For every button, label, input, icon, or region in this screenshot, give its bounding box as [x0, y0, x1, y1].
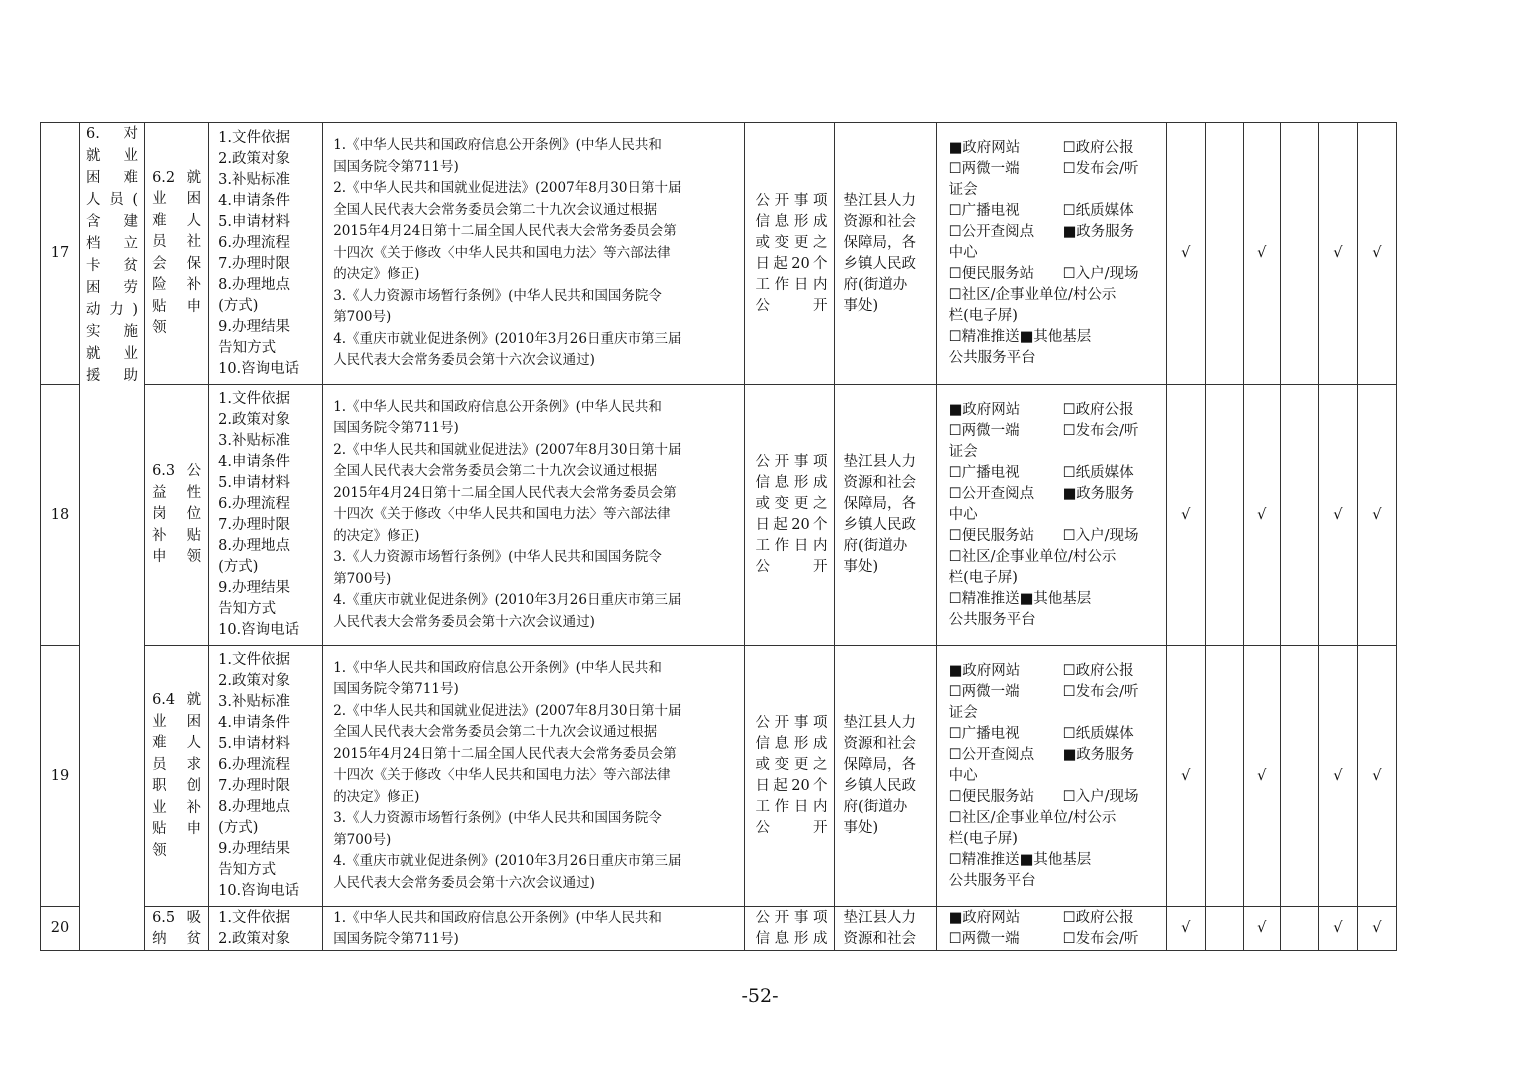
text-line: 资源和社会 — [843, 475, 917, 491]
text-line: 6.5吸 — [152, 909, 202, 926]
channel-option: ☐政府公报 — [1062, 401, 1134, 418]
text-line: 岗 位 — [152, 506, 202, 523]
text-line: 困 难 — [86, 170, 139, 186]
text-line: 9.办理结果 — [218, 318, 290, 335]
channel-option: 栏(电子屏) — [948, 569, 1018, 586]
text-line: 3.《人力资源市场暂行条例》(中华人民共和国国务院令 — [333, 287, 662, 304]
content-items-cell — [209, 385, 323, 646]
text-line: 人民代表大会常务委员会第十六次会议通过) — [333, 613, 595, 630]
text-line: 乡镇人民政 — [843, 778, 917, 794]
text-line: 10.咨询电话 — [218, 622, 300, 638]
channel-option: ☐两微一端 — [948, 422, 1020, 439]
channel-option: ☐社区/企事业单位/村公示 — [948, 287, 1117, 303]
check-mark: √ — [1166, 646, 1205, 907]
check-mark: √ — [1166, 907, 1205, 951]
text-line: 1.文件依据 — [218, 652, 290, 668]
check-mark: √ — [1318, 123, 1357, 385]
text-line: 贴 申 — [152, 298, 202, 315]
text-line: 10.咨询电话 — [218, 360, 300, 377]
text-line: 6.办理流程 — [218, 234, 290, 251]
text-line: 公开事项 — [755, 909, 828, 926]
check-mark — [1205, 123, 1243, 385]
content-items-cell — [209, 123, 323, 385]
text-line: 8.办理地点 — [218, 799, 290, 815]
text-line: 事处) — [843, 297, 879, 314]
text-line: 6.2 就 — [152, 169, 202, 186]
text-line: 援助 — [86, 368, 139, 384]
text-line: 全国人民代表大会常务委员会第二十九次会议通过根据 — [333, 201, 658, 218]
channel-option: ☐社区/企事业单位/村公示 — [948, 548, 1117, 565]
text-line: 公开 — [755, 559, 828, 575]
check-mark — [1280, 646, 1318, 907]
disclosure-table — [40, 122, 1397, 951]
check-mark — [1280, 123, 1318, 385]
text-line: 3.补贴标准 — [218, 694, 290, 710]
sub-item-cell — [145, 907, 209, 951]
subject-cell — [834, 646, 936, 907]
channel-option: 栏(电子屏) — [948, 308, 1018, 324]
text-line: 的决定》修正) — [333, 788, 420, 805]
table-row — [41, 385, 1397, 646]
text-line: 2.政策对象 — [218, 150, 290, 167]
channel-option: ■政务服务 — [1062, 224, 1135, 240]
sub-item-cell — [145, 123, 209, 385]
text-line: 公开 — [755, 297, 828, 314]
text-line: 10.咨询电话 — [218, 883, 300, 899]
text-line: (方式) — [218, 297, 259, 314]
text-line: 国国务院令第711号) — [333, 420, 459, 437]
channel-option: ☐政府公报 — [1062, 909, 1134, 926]
channel-option: ☐入户/现场 — [1062, 266, 1139, 282]
time-limit-cell — [745, 646, 834, 907]
text-line: 府(街道办 — [843, 799, 908, 815]
text-line: 十四次《关于修改〈中华人民共和国电力法〉等六部法律 — [333, 767, 671, 784]
channel-option: ■政府网站 — [948, 140, 1021, 156]
channel-option: ☐发布会/听 — [1062, 161, 1139, 177]
text-line: 职 创 — [152, 778, 202, 794]
text-line: 2.政策对象 — [218, 930, 290, 947]
text-line: 人民代表大会常务委员会第十六次会议通过) — [333, 352, 595, 369]
channel-option: ☐纸质媒体 — [1062, 464, 1134, 481]
text-line: 档 立 — [86, 236, 139, 252]
channel-option: 中心 — [948, 767, 978, 784]
channel-option — [1063, 327, 1160, 348]
channel-option — [1063, 243, 1160, 264]
channel-option: ☐入户/现场 — [1062, 527, 1139, 544]
content-items-cell — [209, 907, 323, 951]
text-line: 十四次《关于修改〈中华人民共和国电力法〉等六部法律 — [333, 244, 671, 261]
text-line: 7.办理时限 — [218, 255, 290, 272]
check-mark: √ — [1318, 385, 1357, 646]
legal-basis-cell — [323, 385, 745, 646]
text-line: 府(街道办 — [843, 538, 908, 554]
text-line: 或变更之 — [755, 234, 828, 251]
text-line: 国国务院令第711号) — [333, 681, 459, 698]
check-mark — [1280, 907, 1318, 951]
check-mark: √ — [1243, 123, 1280, 385]
channel-option — [1063, 808, 1160, 829]
text-line: 事处) — [843, 820, 879, 836]
channel-option — [1063, 180, 1160, 201]
content-items-cell — [209, 646, 323, 907]
text-line: 益 性 — [152, 484, 202, 501]
text-line: 3.补贴标准 — [218, 171, 290, 188]
text-line: 1.文件依据 — [218, 909, 290, 926]
text-line: 1.文件依据 — [218, 129, 290, 146]
channel-option: ☐便民服务站 — [948, 266, 1035, 282]
check-mark: √ — [1357, 907, 1396, 951]
legal-basis-cell — [323, 907, 745, 951]
text-line: 实 施 — [86, 324, 139, 340]
text-line: 的决定》修正) — [333, 266, 420, 283]
table-row — [41, 907, 1397, 951]
text-line: 工作日内 — [755, 799, 828, 815]
channel-option: ☐公开查阅点 — [948, 224, 1035, 240]
channel-option: ☐便民服务站 — [948, 527, 1035, 544]
text-line: 2.政策对象 — [218, 412, 290, 428]
channel-option: ☐政府公报 — [1062, 662, 1134, 679]
text-line: 2015年4月24日第十二届全国人民代表大会常务委员会第 — [333, 745, 677, 762]
text-line: 4.申请条件 — [218, 454, 290, 470]
channels-cell — [936, 385, 1166, 646]
channel-option: ☐发布会/听 — [1062, 422, 1139, 439]
channel-option: 中心 — [948, 506, 978, 523]
channel-option: 中心 — [948, 245, 978, 261]
text-line: 资源和社会 — [843, 930, 917, 947]
text-line: 业 补 — [152, 799, 202, 816]
text-line: 业 困 — [152, 713, 202, 730]
channel-option: 公共服务平台 — [948, 611, 1036, 628]
channel-option: ☐公开查阅点 — [948, 746, 1035, 763]
channel-option: ☐政府公报 — [1062, 140, 1134, 156]
text-line: 4.《重庆市就业促进条例》(2010年3月26日重庆市第三届 — [333, 330, 682, 347]
channel-option — [1063, 285, 1160, 306]
text-line: 6.3 公 — [152, 463, 202, 480]
channel-option: ☐纸质媒体 — [1062, 725, 1134, 742]
text-line: 8.办理地点 — [218, 538, 290, 554]
text-line: 4.《重庆市就业促进条例》(2010年3月26日重庆市第三届 — [333, 592, 682, 609]
sub-item-cell — [145, 646, 209, 907]
text-line: 告知方式 — [218, 862, 277, 878]
text-line: 公开事项 — [755, 715, 828, 731]
time-limit-cell — [745, 907, 834, 951]
text-line: 就 业 — [86, 346, 139, 362]
check-mark: √ — [1357, 123, 1396, 385]
legal-basis-cell — [323, 123, 745, 385]
channel-option: ☐两微一端 — [948, 161, 1020, 177]
channel-option: ☐入户/现场 — [1062, 788, 1139, 805]
text-line: 贴 申 — [152, 821, 202, 837]
text-line: 1.《中华人民共和国政府信息公开条例》(中华人民共和 — [333, 398, 662, 415]
text-line: 工作日内 — [755, 538, 828, 554]
channel-option — [1063, 589, 1160, 610]
text-line: 9.办理结果 — [218, 841, 290, 857]
text-line: 困 劳 — [86, 280, 139, 296]
text-line: 资源和社会 — [843, 736, 917, 752]
text-line: 1.《中华人民共和国政府信息公开条例》(中华人民共和 — [333, 659, 662, 676]
text-line: 人民代表大会常务委员会第十六次会议通过) — [333, 874, 595, 891]
channel-option: ☐发布会/听 — [1062, 930, 1139, 947]
check-mark — [1205, 907, 1243, 951]
channel-option: ☐精准推送■其他基层 — [948, 329, 1092, 345]
channel-option — [1063, 766, 1160, 787]
category-cell — [80, 123, 145, 951]
text-line: 9.办理结果 — [218, 580, 290, 596]
subject-cell — [834, 385, 936, 646]
text-line: 全国人民代表大会常务委员会第二十九次会议通过根据 — [333, 724, 658, 741]
text-line: 6.办理流程 — [218, 757, 290, 773]
channel-option: ☐公开查阅点 — [948, 485, 1035, 502]
time-limit-cell — [745, 123, 834, 385]
channel-option: 证会 — [948, 443, 978, 460]
text-line: 难 人 — [152, 212, 202, 229]
text-line: 信息形成 — [755, 475, 828, 491]
text-line: 7.办理时限 — [218, 778, 290, 794]
channel-option — [1063, 568, 1160, 589]
channel-option: ■政府网站 — [948, 662, 1021, 679]
text-line: 1.《中华人民共和国政府信息公开条例》(中华人民共和 — [333, 909, 662, 926]
text-line: 国国务院令第711号) — [333, 931, 459, 947]
channel-option: ☐广播电视 — [948, 725, 1020, 742]
channel-option: 证会 — [948, 182, 978, 198]
text-line: 保障局，各 — [843, 234, 917, 251]
text-line: (方式) — [218, 559, 259, 575]
page-number: -52- — [741, 985, 779, 1007]
row-number: 18 — [41, 385, 80, 646]
channel-option: ☐发布会/听 — [1062, 683, 1139, 700]
channel-option — [1063, 306, 1160, 327]
subject-cell — [834, 907, 936, 951]
text-line: 府(街道办 — [843, 276, 908, 293]
text-line: 5.申请材料 — [218, 213, 290, 230]
channel-option — [1063, 442, 1160, 463]
table-row — [41, 646, 1397, 907]
text-line: 垫江县人力 — [843, 909, 917, 926]
legal-basis-cell — [323, 646, 745, 907]
text-line: 2015年4月24日第十二届全国人民代表大会常务委员会第 — [333, 484, 677, 501]
table-row — [41, 123, 1397, 385]
text-line: 人员( — [86, 192, 139, 208]
text-line: 业 困 — [152, 191, 202, 207]
channel-option: ☐精准推送■其他基层 — [948, 590, 1092, 607]
text-line: 第700号) — [333, 831, 392, 848]
channel-option — [1063, 871, 1160, 892]
text-line: 6.4 就 — [152, 692, 202, 708]
subject-cell — [834, 123, 936, 385]
channel-option: ☐广播电视 — [948, 203, 1020, 219]
check-mark: √ — [1166, 385, 1205, 646]
channel-option: ■政务服务 — [1062, 746, 1135, 763]
text-line: 会 保 — [152, 255, 202, 272]
text-line: 2.政策对象 — [218, 673, 290, 689]
text-line: 保障局，各 — [843, 496, 917, 512]
channel-option — [1063, 348, 1160, 369]
text-line: 4.《重庆市就业促进条例》(2010年3月26日重庆市第三届 — [333, 853, 682, 870]
text-line: 或变更之 — [755, 496, 828, 512]
text-line: 信息形成 — [755, 930, 828, 947]
check-mark: √ — [1243, 907, 1280, 951]
check-mark: √ — [1243, 646, 1280, 907]
check-mark: √ — [1357, 385, 1396, 646]
text-line: 5.申请材料 — [218, 475, 290, 491]
channel-option: 栏(电子屏) — [948, 830, 1018, 847]
text-line: 日起20个 — [755, 255, 828, 272]
text-line: 5.申请材料 — [218, 736, 290, 752]
text-line: 公开 — [755, 820, 828, 836]
channel-option: ■政府网站 — [948, 909, 1021, 926]
check-mark — [1205, 646, 1243, 907]
text-line: 员 求 — [152, 756, 202, 773]
text-line: 资源和社会 — [843, 213, 917, 230]
check-mark: √ — [1166, 123, 1205, 385]
channel-option: ■政务服务 — [1062, 485, 1135, 502]
text-line: 2.《中华人民共和国就业促进法》(2007年8月30日第十届 — [333, 180, 682, 197]
text-line: 事处) — [843, 559, 879, 575]
channels-cell — [936, 907, 1166, 951]
text-line: 垫江县人力 — [843, 192, 917, 209]
channels-cell — [936, 123, 1166, 385]
channel-option: ☐便民服务站 — [948, 788, 1035, 805]
channel-option: 证会 — [948, 704, 978, 721]
text-line: 第700号) — [333, 309, 392, 326]
channel-option: 公共服务平台 — [948, 872, 1036, 889]
text-line: 保障局，各 — [843, 757, 917, 773]
text-line: 3.《人力资源市场暂行条例》(中华人民共和国国务院令 — [333, 549, 662, 566]
text-line: 乡镇人民政 — [843, 255, 917, 272]
text-line: 员 社 — [152, 234, 202, 250]
text-line: 信息形成 — [755, 213, 828, 230]
text-line: 领 — [152, 842, 167, 859]
text-line: 2015年4月24日第十二届全国人民代表大会常务委员会第 — [333, 223, 677, 240]
text-line: 含 建 — [86, 214, 139, 230]
text-line: 动力) — [86, 302, 139, 318]
text-line: 公开事项 — [755, 192, 828, 209]
text-line: 补 贴 — [152, 527, 202, 544]
text-line: 申领 — [152, 549, 202, 566]
text-line: 垫江县人力 — [843, 715, 917, 731]
text-line: 纳贫 — [152, 931, 202, 947]
text-line: 1.《中华人民共和国政府信息公开条例》(中华人民共和 — [333, 137, 662, 154]
channel-option: ☐两微一端 — [948, 930, 1020, 947]
sub-item-cell — [145, 385, 209, 646]
text-line: 日起20个 — [755, 778, 828, 794]
check-mark: √ — [1318, 907, 1357, 951]
check-mark — [1205, 385, 1243, 646]
time-limit-cell — [745, 385, 834, 646]
text-line: 领 — [152, 320, 167, 336]
row-number: 17 — [41, 123, 80, 385]
text-line: 难 人 — [152, 735, 202, 751]
channel-option — [1063, 610, 1160, 631]
channel-option: ☐两微一端 — [948, 683, 1020, 700]
text-line: 公开事项 — [755, 454, 828, 470]
text-line: 工作日内 — [755, 276, 828, 293]
text-line: 3.《人力资源市场暂行条例》(中华人民共和国国务院令 — [333, 810, 662, 827]
text-line: 4.申请条件 — [218, 192, 290, 209]
text-line: 日起20个 — [755, 517, 828, 533]
text-line: 告知方式 — [218, 339, 277, 356]
channel-option — [1063, 829, 1160, 850]
text-line: 国国务院令第711号) — [333, 158, 459, 175]
text-line: 8.办理地点 — [218, 276, 290, 293]
text-line: 险 补 — [152, 277, 202, 293]
check-mark: √ — [1357, 646, 1396, 907]
text-line: 2.《中华人民共和国就业促进法》(2007年8月30日第十届 — [333, 441, 682, 458]
text-line: 6. 对 — [86, 126, 139, 142]
text-line: 6.办理流程 — [218, 496, 290, 512]
text-line: 1.文件依据 — [218, 391, 290, 407]
text-line: 4.申请条件 — [218, 715, 290, 731]
text-line: 垫江县人力 — [843, 454, 917, 470]
channel-option: ☐纸质媒体 — [1062, 203, 1134, 219]
text-line: 的决定》修正) — [333, 527, 420, 544]
text-line: 告知方式 — [218, 601, 277, 617]
text-line: 2.《中华人民共和国就业促进法》(2007年8月30日第十届 — [333, 702, 682, 719]
channel-option: ☐精准推送■其他基层 — [948, 851, 1092, 868]
channel-option: 公共服务平台 — [948, 350, 1036, 366]
check-mark: √ — [1243, 385, 1280, 646]
text-line: 乡镇人民政 — [843, 517, 917, 533]
channel-option — [1063, 547, 1160, 568]
text-line: 卡 贫 — [86, 258, 139, 274]
check-mark: √ — [1318, 646, 1357, 907]
channels-cell — [936, 646, 1166, 907]
text-line: (方式) — [218, 820, 259, 836]
text-line: 全国人民代表大会常务委员会第二十九次会议通过根据 — [333, 463, 658, 480]
text-line: 第700号) — [333, 570, 392, 587]
channel-option — [1063, 505, 1160, 526]
row-number: 20 — [41, 907, 80, 951]
text-line: 或变更之 — [755, 757, 828, 773]
channel-option: ☐广播电视 — [948, 464, 1020, 481]
channel-option: ☐社区/企事业单位/村公示 — [948, 809, 1117, 826]
text-line: 信息形成 — [755, 736, 828, 752]
channel-option: ■政府网站 — [948, 401, 1021, 418]
text-line: 7.办理时限 — [218, 517, 290, 533]
row-number: 19 — [41, 646, 80, 907]
text-line: 十四次《关于修改〈中华人民共和国电力法〉等六部法律 — [333, 506, 671, 523]
channel-option — [1063, 850, 1160, 871]
text-line: 就 业 — [86, 148, 139, 164]
channel-option — [1063, 703, 1160, 724]
text-line: 3.补贴标准 — [218, 433, 290, 449]
check-mark — [1280, 385, 1318, 646]
